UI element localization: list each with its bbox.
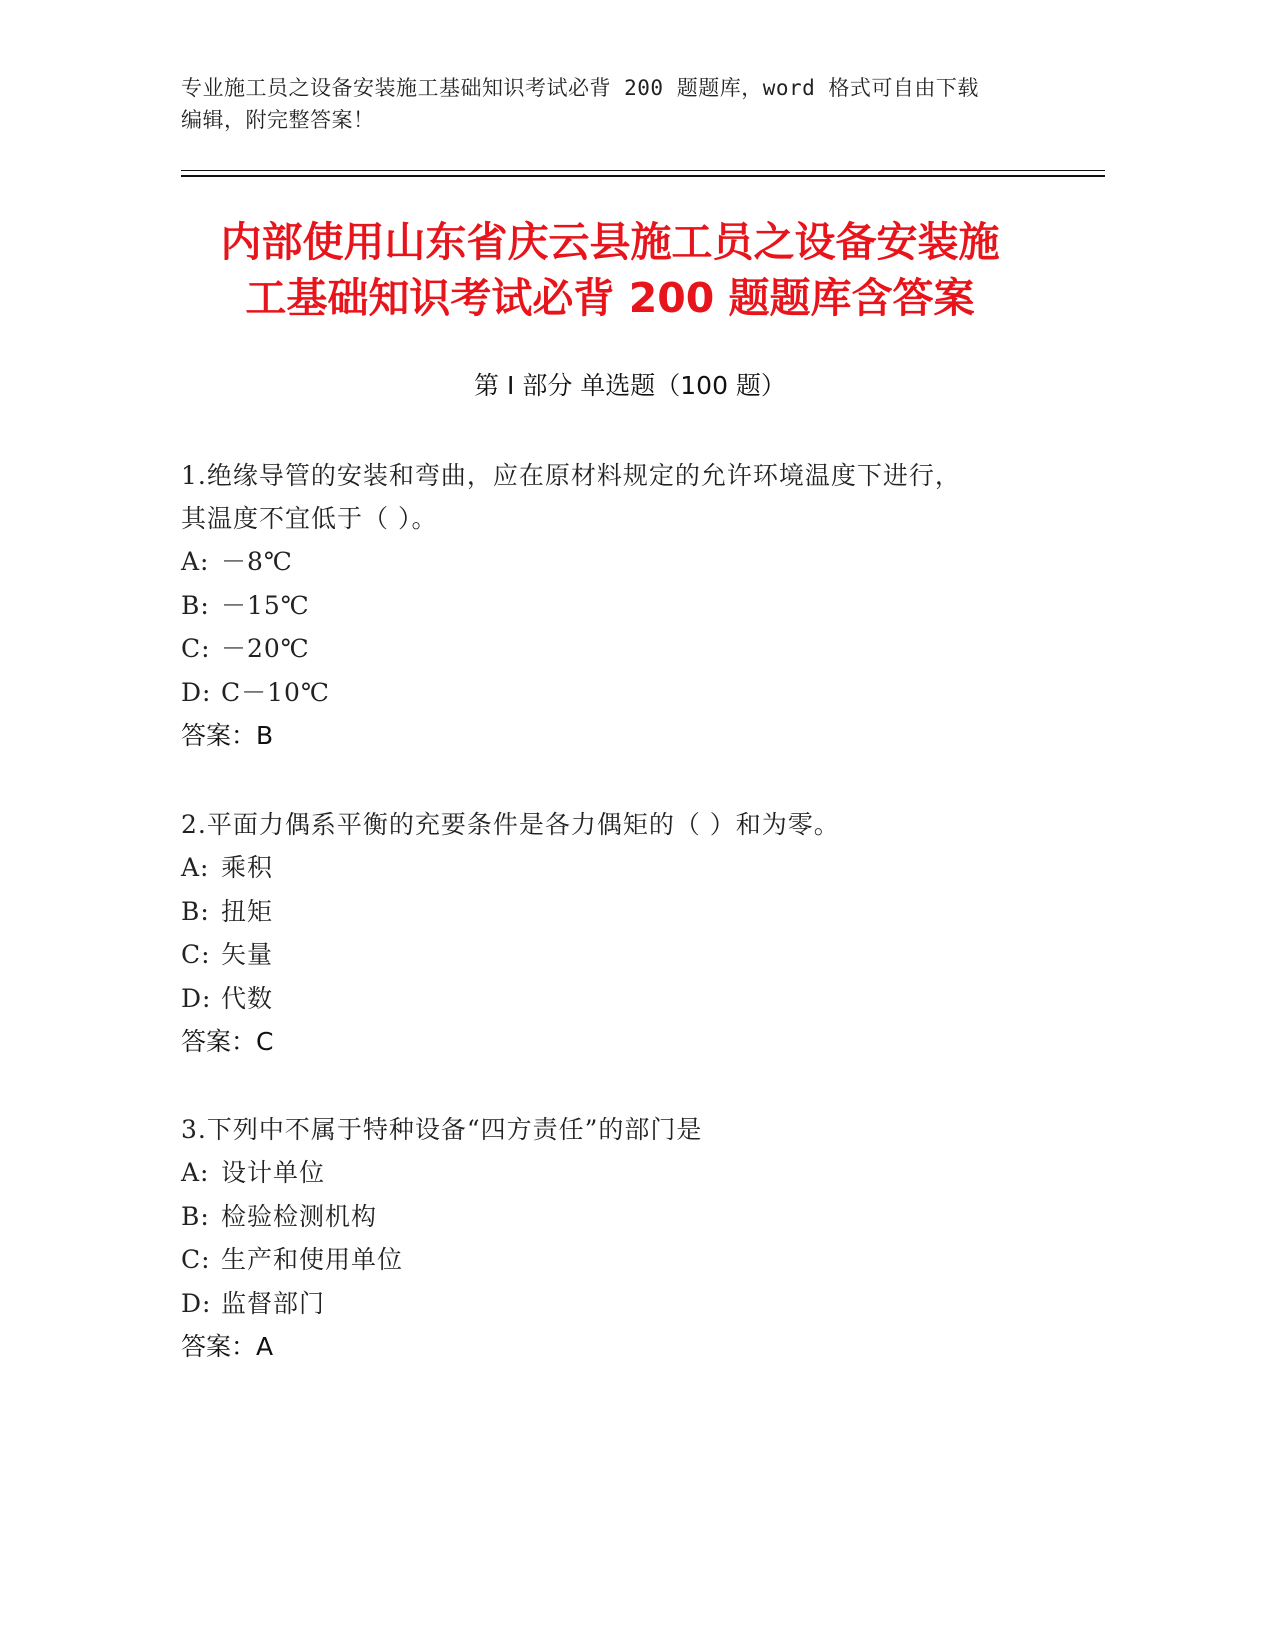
option-key: B: bbox=[181, 590, 210, 620]
question-stem: 3.下列中不属于特种设备“四方责任”的部门是 bbox=[181, 1115, 703, 1144]
header-note bbox=[181, 72, 1041, 136]
question-stem: 2.平面力偶系平衡的充要条件是各力偶矩的（ ）和为零。 bbox=[181, 810, 840, 839]
option-a bbox=[181, 1151, 1081, 1195]
header-note-line-2: 编辑，附完整答案！ bbox=[181, 108, 375, 132]
option-text: 代数 bbox=[221, 983, 274, 1013]
option-text: 监督部门 bbox=[221, 1288, 326, 1318]
answer: 答案：B bbox=[181, 721, 274, 750]
option-text: 扭矩 bbox=[221, 896, 274, 926]
option-key: C: bbox=[181, 940, 211, 969]
option-d bbox=[181, 977, 1081, 1021]
option-text: 乘积 bbox=[221, 853, 274, 882]
option-text: 矢量 bbox=[221, 940, 274, 969]
answer: 答案：C bbox=[181, 1027, 274, 1056]
header-divider-top bbox=[181, 170, 1105, 171]
option-text: C－10℃ bbox=[221, 677, 330, 707]
header-divider-bottom bbox=[181, 175, 1105, 177]
option-text: －8℃ bbox=[221, 547, 293, 576]
option-c bbox=[181, 627, 1081, 671]
option-c bbox=[181, 933, 1081, 977]
option-text: 生产和使用单位 bbox=[221, 1245, 404, 1274]
document-title-line-1: 内部使用山东省庆云县施工员之设备安装施 bbox=[220, 218, 1000, 266]
option-key: D: bbox=[181, 1288, 212, 1318]
option-key: D: bbox=[181, 677, 212, 707]
option-key: B: bbox=[181, 1201, 210, 1231]
option-key: C: bbox=[181, 1245, 211, 1274]
option-text: 检验检测机构 bbox=[221, 1201, 378, 1231]
option-key: A: bbox=[181, 547, 210, 576]
option-b bbox=[181, 1195, 1081, 1239]
option-text: －15℃ bbox=[221, 590, 310, 620]
option-c bbox=[181, 1238, 1081, 1282]
answer: 答案：A bbox=[181, 1332, 274, 1361]
option-key: A: bbox=[181, 1158, 210, 1187]
question-stem: 1.绝缘导管的安装和弯曲，应在原材料规定的允许环境温度下进行， bbox=[181, 461, 961, 490]
question-1 bbox=[181, 454, 1081, 758]
option-key: B: bbox=[181, 896, 210, 926]
option-a bbox=[181, 540, 1081, 584]
question-2 bbox=[181, 803, 1081, 1064]
option-b bbox=[181, 584, 1081, 628]
option-key: D: bbox=[181, 983, 212, 1013]
option-d bbox=[181, 1282, 1081, 1326]
question-3 bbox=[181, 1108, 1081, 1369]
header-note-line-1: 专业施工员之设备安装施工基础知识考试必背 200 题题库，word 格式可自由下载 bbox=[181, 76, 979, 100]
option-a bbox=[181, 846, 1081, 890]
question-stem-continued: 其温度不宜低于（ ）。 bbox=[181, 504, 438, 533]
option-b bbox=[181, 890, 1081, 934]
option-key: A: bbox=[181, 853, 210, 882]
option-key: C: bbox=[181, 634, 211, 663]
option-text: 设计单位 bbox=[221, 1158, 326, 1187]
section-title: 第 I 部分 单选题（100 题） bbox=[474, 371, 786, 400]
option-text: －20℃ bbox=[221, 634, 310, 663]
document-title bbox=[160, 214, 1060, 326]
document-title-line-2: 工基础知识考试必背 200 题题库含答案 bbox=[245, 274, 975, 322]
option-d bbox=[181, 671, 1081, 715]
